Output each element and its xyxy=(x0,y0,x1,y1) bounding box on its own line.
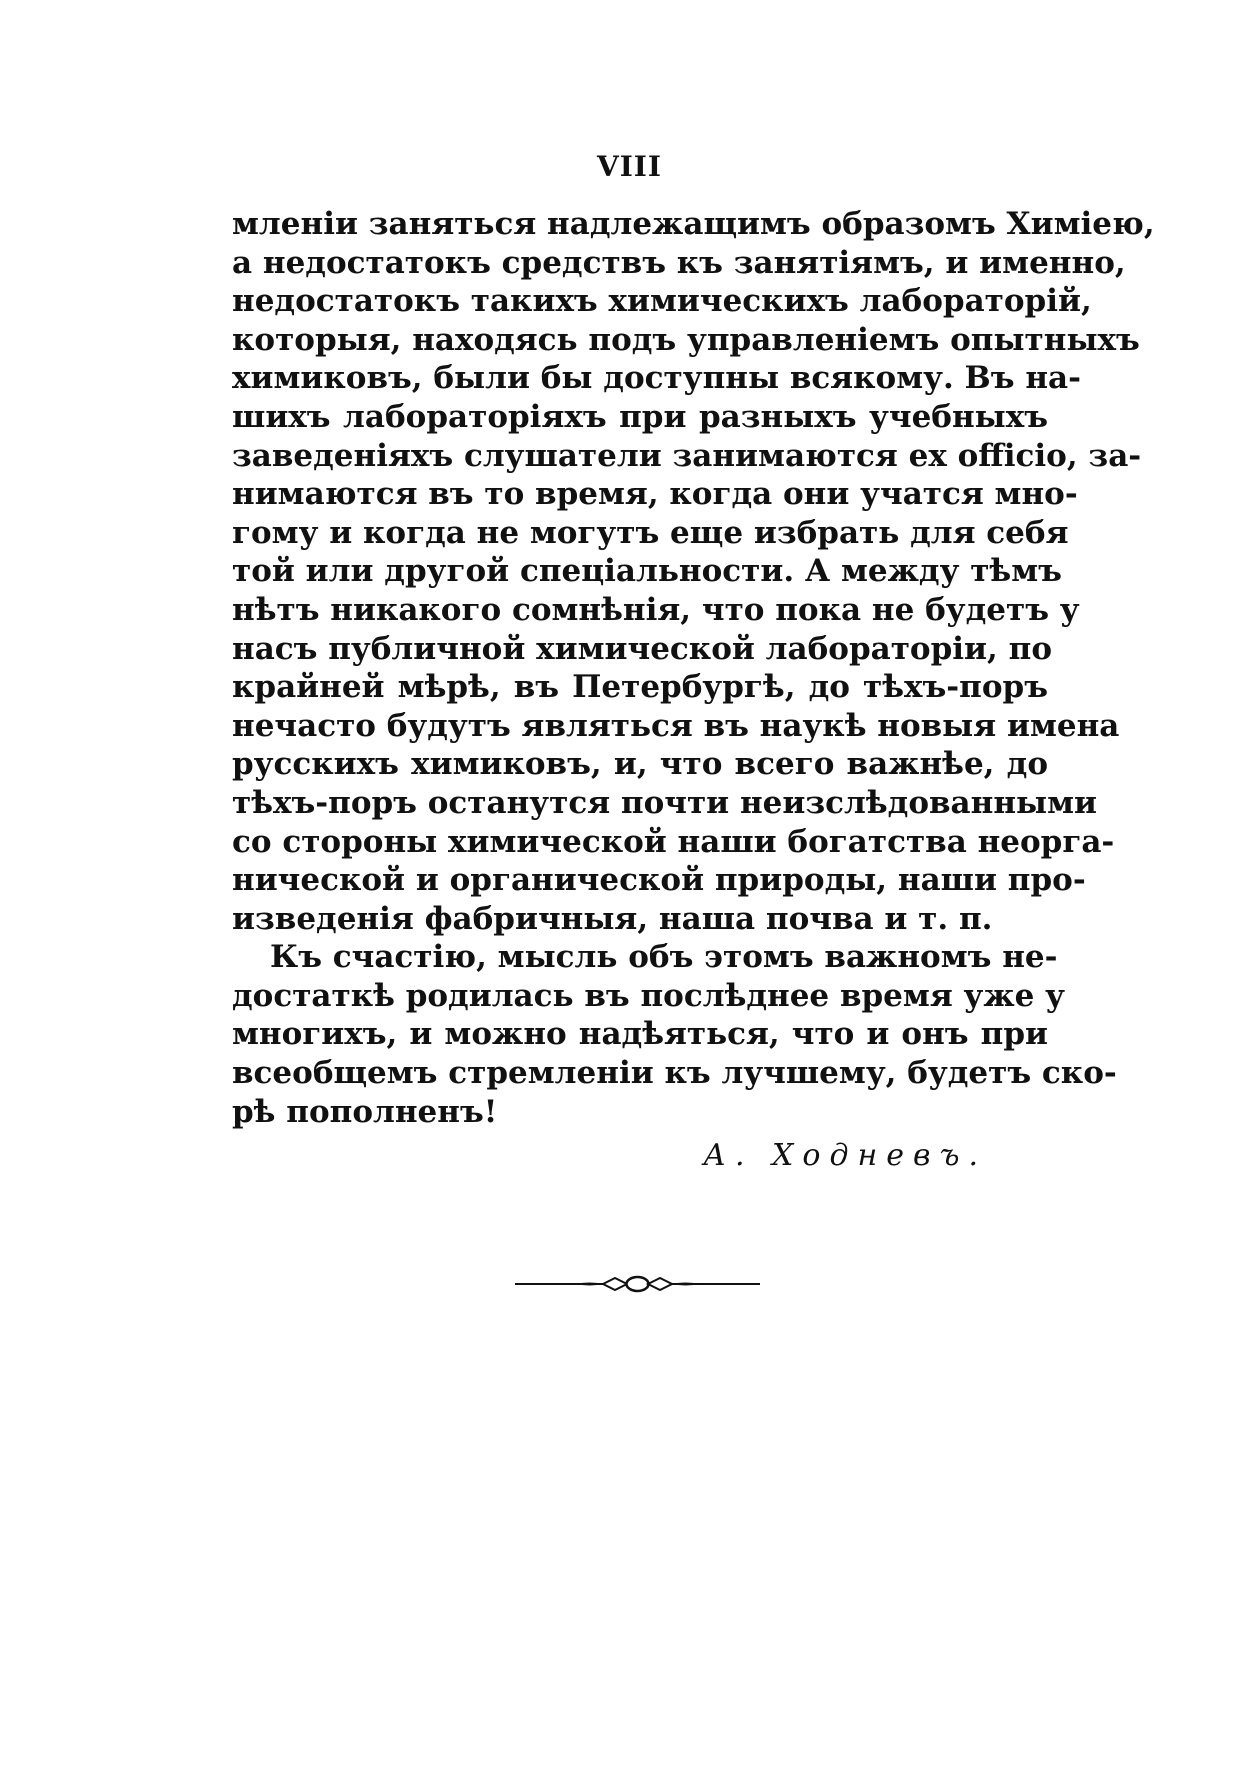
paragraph-2-line-2: достаткѣ родилась въ послѣднее время уже у xyxy=(232,977,1066,1014)
paragraph-1-line-13: крайней мѣрѣ, въ Петербургѣ, до тѣхъ-поръ xyxy=(232,669,1048,706)
paragraph-2-line-5: рѣ пополненъ! xyxy=(232,1093,498,1130)
paragraph-1-line-9: гому и когда не могутъ еще избрать для себя xyxy=(232,514,1069,551)
paragraph-1-line-2: а недостатокъ средствъ къ занятіямъ, и именно, xyxy=(232,244,1126,281)
body-text xyxy=(232,205,1155,1131)
paragraph-1-line-14: нечасто будутъ являться въ наукѣ новыя имена xyxy=(232,707,1120,744)
author-signature: А. Ходневъ. xyxy=(703,1138,987,1173)
paragraph-1-line-10: той или другой спеціальности. А между тѣмъ xyxy=(232,553,1062,590)
paragraph-1-line-6: шихъ лабораторіяхъ при разныхъ учебныхъ xyxy=(232,398,1048,435)
page-number: VIII xyxy=(596,150,663,183)
paragraph-1-line-7: заведеніяхъ слушатели занимаются ex officio, за- xyxy=(232,437,1142,474)
paragraph-1-line-1: мленіи заняться надлежащимъ образомъ Химіею, xyxy=(232,206,1155,242)
paragraph-1-line-12: насъ публичной химической лабораторіи, по xyxy=(232,630,1053,667)
paragraph-1-line-4: которыя, находясь подъ управленіемъ опытныхъ xyxy=(232,321,1140,358)
ornamental-divider-icon xyxy=(515,1272,760,1296)
paragraph-2-line-3: многихъ, и можно надѣяться, что и онъ при xyxy=(232,1016,1048,1053)
paragraph-1-line-16: тѣхъ-поръ останутся почти неизслѣдованными xyxy=(232,784,1098,821)
paragraph-1-line-3: недостатокъ такихъ химическихъ лабораторій, xyxy=(232,283,1092,320)
paragraph-1-line-5: химиковъ, были бы доступны всякому. Въ на- xyxy=(232,360,1081,397)
paragraph-2-line-4: всеобщемъ стремленіи къ лучшему, будетъ ско- xyxy=(232,1055,1117,1092)
paragraph-1-line-11: нѣтъ никакого сомнѣнія, что пока не будетъ у xyxy=(232,591,1080,628)
paragraph-1-line-15: русскихъ химиковъ, и, что всего важнѣе, до xyxy=(232,746,1048,783)
paragraph-1-line-19: изведенія фабричныя, наша почва и т. п. xyxy=(232,900,993,937)
paragraph-1-line-8: нимаются въ то время, когда они учатся мно- xyxy=(232,476,1078,513)
paragraph-1-line-17: со стороны химической наши богатства неорга- xyxy=(232,823,1115,860)
paragraph-1-line-18: нической и органической природы, наши про- xyxy=(232,862,1086,899)
paragraph-2-line-1: Къ счастію, мысль объ этомъ важномъ не- xyxy=(270,939,1058,976)
